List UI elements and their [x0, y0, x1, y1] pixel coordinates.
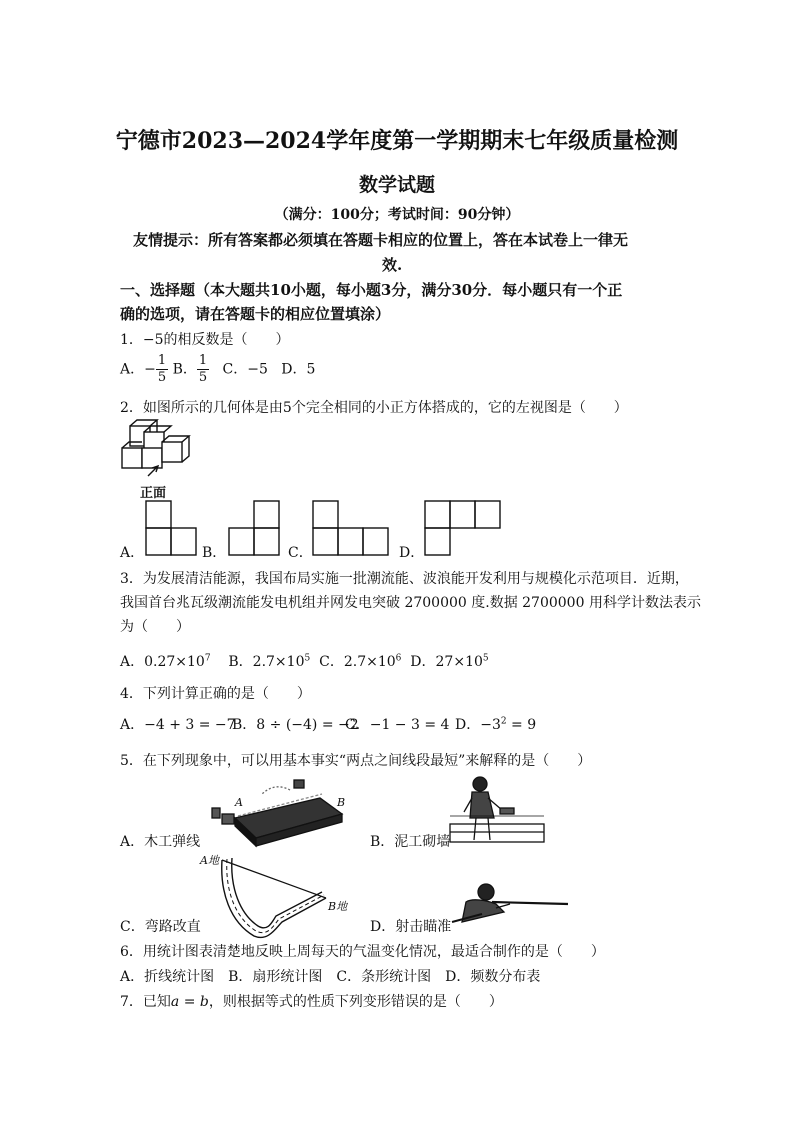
- section-header-line-2: 确的选项，请在答题卡的相应位置填涂）: [120, 305, 391, 323]
- curved-road-image: [210, 852, 360, 942]
- q4-option-d-result: = 9: [506, 717, 537, 733]
- q1-option-d: D．5: [281, 361, 316, 378]
- carpenter-line-image: [200, 776, 345, 848]
- question-1-stem: 1．−5的相反数是（ ）: [120, 332, 290, 348]
- page-title: 宁德市2023—2024学年度第一学期期末七年级质量检测: [115, 128, 679, 154]
- q3-option-d-exponent: 5: [482, 653, 489, 664]
- question-2-stem: 2．如图所示的几何体是由5个完全相同的小正方体搭成的，它的左视图是（ ）: [120, 400, 628, 416]
- question-3-options: [120, 651, 489, 671]
- question-6-stem: 6．用统计图表清楚地反映上周每天的气温变化情况，最适合制作的是（ ）: [120, 944, 605, 960]
- q1-b-denominator: 5: [198, 370, 208, 385]
- section-header-line-1: 一、选择题（本大题共10小题，每小题3分，满分30分．每小题只有一个正: [120, 281, 623, 299]
- q3-option-b-exponent: 5: [304, 653, 311, 664]
- shooter-aiming-image: [452, 882, 570, 932]
- q1-b-numerator: 1: [198, 353, 208, 368]
- notice-line-2: 效.: [382, 256, 403, 274]
- notice-line-1: 友情提示：所有答案都必须填在答题卡相应的位置上，答在本试卷上一律无: [133, 231, 629, 249]
- q4-option-b: B．8 ÷ (−4) = −2: [232, 717, 359, 733]
- question-5-stem: 5．在下列现象中，可以用基本事实“两点之间线段最短”来解释的是（ ）: [120, 753, 592, 769]
- q3-option-c-exponent: 6: [395, 653, 402, 664]
- q1-option-a-prefix: A．−: [120, 361, 156, 378]
- q2-option-d-label: D．: [399, 545, 425, 561]
- q5-option-a: A．木工弹线: [120, 834, 201, 850]
- q4-option-a: A．−4 + 3 = −7: [120, 717, 236, 733]
- place-b-label: B地: [328, 900, 348, 913]
- q3-option-a-base: A．0.27×10: [120, 654, 205, 670]
- q3-option-b: [228, 654, 310, 670]
- q2-option-b-figure: [228, 500, 284, 556]
- page-subtitle: 数学试题: [358, 174, 435, 196]
- exam-info: （满分：100分；考试时间：90分钟）: [274, 207, 520, 223]
- q3-option-c: [319, 654, 401, 670]
- q1-option-c: C．−5: [222, 361, 268, 378]
- question-3-line-3: 为（ ）: [120, 619, 190, 635]
- q2-option-a-figure: [145, 500, 201, 556]
- q2-option-d-figure: [424, 500, 506, 556]
- q3-option-b-base: B．2.7×10: [228, 654, 305, 670]
- q2-option-a-label: A．: [120, 545, 145, 561]
- q4-option-d: [455, 714, 536, 734]
- q1-a-numerator: 1: [157, 353, 167, 368]
- q5-option-d: D．射击瞄准: [370, 919, 452, 935]
- question-3-line-2: 我国首台兆瓦级潮流能发电机组并网发电突破 2700000 度.数据 2700000 用科学计数法表示: [120, 595, 701, 611]
- q5-option-c: C．弯路改直: [120, 919, 201, 935]
- q3-option-c-base: C．2.7×10: [319, 654, 396, 670]
- q1-a-denominator: 5: [157, 370, 167, 385]
- question-3-line-1: 3．为发展清洁能源，我国布局实施一批潮流能、波浪能开发利用与规模化示范项目．近期，: [120, 571, 689, 587]
- q2-option-c-figure: [312, 500, 394, 556]
- question-4-stem: 4．下列计算正确的是（ ）: [120, 686, 311, 702]
- q7-stem-suffix: ，则根据等式的性质下列变形错误的是（ ）: [208, 994, 503, 1010]
- question-1-options: [120, 353, 315, 386]
- q2-option-c-label: C．: [288, 545, 313, 561]
- mason-wall-image: [450, 774, 545, 846]
- place-a-label: A地: [200, 854, 219, 867]
- q3-option-d-base: D．27×10: [410, 654, 483, 670]
- q3-option-a: [120, 654, 211, 670]
- q5-option-b: B．泥工砌墙: [370, 834, 451, 850]
- q2-option-b-label: B．: [202, 545, 227, 561]
- q7-equation: a = b: [170, 994, 209, 1010]
- q7-stem-prefix: 7．已知: [120, 994, 171, 1010]
- q1-option-b-prefix: B．: [172, 361, 197, 378]
- question-7-stem: [120, 991, 503, 1011]
- q1-option-a-fraction: [156, 353, 168, 386]
- q3-option-d: [410, 654, 488, 670]
- q4-option-d-exponent: 2: [500, 716, 507, 727]
- question-6-options: A．折线统计图 B．扇形统计图 C．条形统计图 D．频数分布表: [120, 969, 541, 985]
- front-view-label: 正面: [140, 486, 167, 501]
- q4-option-d-base: D．−3: [455, 717, 501, 733]
- q3-option-a-exponent: 7: [204, 653, 211, 664]
- q4-option-c: C．−1 − 3 = 4: [345, 717, 450, 733]
- q1-option-b-fraction: [197, 353, 209, 386]
- point-b-label: B: [337, 796, 346, 809]
- point-a-label: A: [235, 796, 243, 809]
